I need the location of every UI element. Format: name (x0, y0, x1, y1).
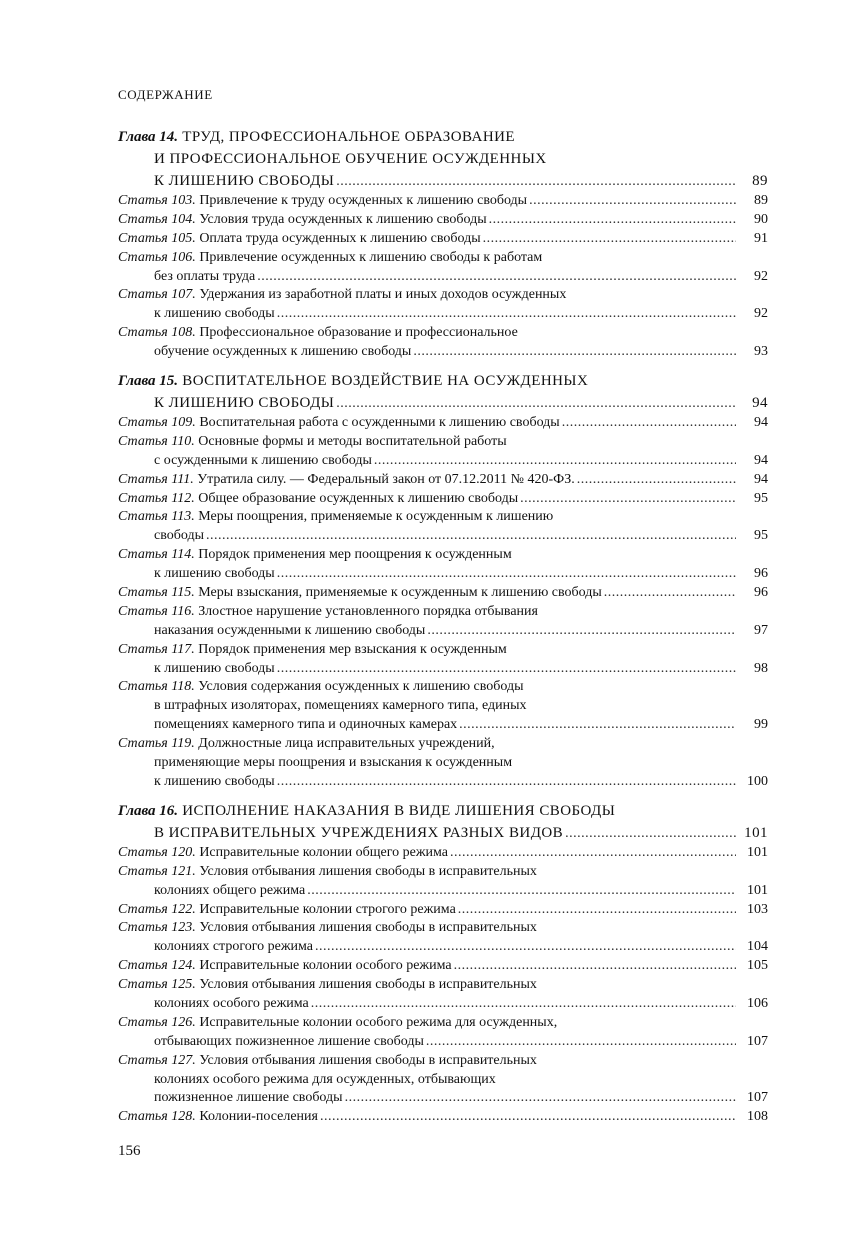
article-entry (118, 844, 768, 863)
chapter-label: Глава 16. (118, 802, 179, 819)
article-line (118, 660, 768, 679)
article-entry (118, 490, 768, 509)
article-text (118, 1015, 557, 1030)
article-title-line: Меры взыскания, применяемые к осужденным к лишению свободы (198, 585, 602, 601)
article-line (118, 433, 768, 452)
article-text (118, 250, 542, 265)
article-title-line: Колонии-поселения (199, 1109, 318, 1125)
article-page-number: 93 (754, 344, 768, 360)
dot-leader (529, 192, 736, 211)
article-page-number: 96 (754, 585, 768, 601)
article-title-line: Исправительные колонии строгого режима (199, 901, 456, 917)
article-label: Статья 107. (118, 287, 196, 303)
article-text (118, 604, 538, 619)
article-line (118, 995, 768, 1014)
article-page-number: 99 (754, 717, 768, 733)
article-line (118, 919, 768, 938)
article-page-number: 103 (747, 901, 768, 917)
article-text (154, 660, 275, 679)
article-line (118, 211, 768, 230)
article-title-line: колониях строгого режима (154, 939, 313, 955)
dot-leader (307, 882, 736, 901)
article-line (118, 546, 768, 565)
article-title-line: Воспитательная работа с осужденными к лишению свободы (199, 415, 560, 431)
article-text (118, 1053, 537, 1068)
article-page-number: 108 (747, 1109, 768, 1125)
article-entry (118, 286, 768, 324)
article-line (118, 490, 768, 509)
article-label: Статья 122. (118, 901, 196, 917)
article-entry (118, 508, 768, 546)
article-page-number: 90 (754, 211, 768, 227)
dot-leader (277, 773, 736, 792)
article-line (118, 957, 768, 976)
article-line (118, 584, 768, 603)
article-label: Статья 117. (118, 641, 195, 657)
article-line (118, 735, 768, 754)
article-title-line: колониях особого режима для осужденных, отбывающих (154, 1071, 496, 1087)
chapter-text (154, 151, 547, 167)
article-label: Статья 111. (118, 471, 194, 487)
article-label: Статья 125. (118, 977, 196, 993)
article-text (154, 882, 305, 901)
chapter-title-line: К ЛИШЕНИЮ СВОБОДЫ (154, 395, 335, 412)
article-label: Статья 126. (118, 1014, 196, 1030)
article-page-number: 95 (754, 528, 768, 544)
article-text (118, 920, 537, 935)
dot-leader (454, 957, 736, 976)
article-title-line: Основные формы и методы воспитательной работы (198, 433, 507, 449)
chapter-page-number: 101 (744, 824, 768, 841)
article-page-number: 92 (754, 306, 768, 322)
article-entry (118, 324, 768, 362)
article-line (118, 678, 768, 697)
chapter-title-line: ТРУД, ПРОФЕССИОНАЛЬНОЕ ОБРАЗОВАНИЕ (182, 129, 516, 145)
article-text (118, 977, 537, 992)
dot-leader (562, 414, 736, 433)
article-line (118, 863, 768, 882)
article-line (118, 324, 768, 343)
article-label: Статья 105. (118, 230, 196, 246)
chapter-line (118, 126, 768, 148)
article-line (118, 844, 768, 863)
article-page-number: 91 (754, 230, 768, 246)
article-entry (118, 957, 768, 976)
page-number: 156 (118, 1143, 141, 1159)
dot-leader (426, 1033, 736, 1052)
article-page-number: 101 (747, 844, 768, 860)
article-title-line: помещениях камерного типа и одиночных камерах (154, 717, 458, 733)
article-text (154, 1089, 343, 1108)
article-line (118, 603, 768, 622)
chapter-line (118, 800, 768, 822)
article-text (118, 230, 481, 249)
article-text (154, 938, 313, 957)
article-label: Статья 115. (118, 585, 195, 601)
dot-leader (336, 393, 736, 415)
article-line (118, 452, 768, 471)
article-label: Статья 108. (118, 325, 196, 341)
article-line (118, 1108, 768, 1127)
article-entry (118, 546, 768, 584)
article-page-number: 94 (754, 471, 768, 487)
article-line (118, 882, 768, 901)
article-text (154, 268, 255, 287)
article-line (118, 716, 768, 735)
article-text (118, 192, 527, 211)
article-text (154, 716, 457, 735)
article-page-number: 105 (747, 958, 768, 974)
article-label: Статья 128. (118, 1109, 196, 1125)
chapter-line (118, 822, 768, 844)
article-label: Статья 121. (118, 863, 196, 879)
article-line (118, 641, 768, 660)
chapter-text (118, 129, 515, 145)
article-text (154, 305, 275, 324)
chapter-line (118, 392, 768, 414)
article-label: Статья 119. (118, 736, 195, 752)
article-line (118, 938, 768, 957)
article-text (118, 736, 495, 751)
article-line (118, 268, 768, 287)
article-title-line: Исправительные колонии особого режима для осужденных, (199, 1014, 558, 1030)
article-line (118, 286, 768, 305)
article-title-line: Условия содержания осужденных к лишению свободы (198, 679, 524, 695)
article-entry (118, 414, 768, 433)
chapter-title-line: В ИСПРАВИТЕЛЬНЫХ УЧРЕЖДЕНИЯХ РАЗНЫХ ВИДОВ (154, 824, 564, 841)
article-page-number: 94 (754, 415, 768, 431)
article-title-line: свободы (154, 528, 204, 544)
article-label: Статья 123. (118, 920, 196, 936)
article-line (118, 1071, 768, 1090)
article-title-line: отбывающих пожизненное лишение свободы (154, 1033, 424, 1049)
article-label: Статья 120. (118, 844, 196, 860)
article-text (118, 471, 575, 490)
dot-leader (257, 268, 736, 287)
chapter-text (118, 373, 588, 389)
article-title-line: колониях общего режима (154, 882, 306, 898)
article-title-line: Исправительные колонии общего режима (199, 844, 448, 860)
article-title-line: к лишению свободы (154, 566, 275, 582)
article-text (118, 490, 518, 509)
dot-leader (577, 471, 736, 490)
article-title-line: Меры поощрения, применяемые к осужденным к лишению (198, 509, 554, 525)
dot-leader (336, 171, 736, 193)
article-line (118, 1089, 768, 1108)
article-line (118, 1033, 768, 1052)
article-page-number: 101 (747, 882, 768, 898)
article-title-line: Условия труда осужденных к лишению свободы (199, 211, 487, 227)
chapter-text (118, 803, 615, 819)
article-text (118, 957, 452, 976)
article-text (118, 325, 518, 340)
article-title-line: колониях особого режима (154, 995, 309, 1011)
chapter-label: Глава 14. (118, 129, 179, 145)
article-text (154, 698, 527, 713)
article-line (118, 192, 768, 211)
article-entry (118, 1108, 768, 1127)
dot-leader (565, 823, 736, 845)
dot-leader (277, 565, 736, 584)
article-text (154, 995, 309, 1014)
article-title-line: пожизненное лишение свободы (154, 1090, 343, 1106)
article-text (154, 527, 204, 546)
dot-leader (458, 901, 736, 920)
article-line (118, 697, 768, 716)
article-line (118, 622, 768, 641)
article-entry (118, 735, 768, 792)
chapter-title-line: ИСПОЛНЕНИЕ НАКАЗАНИЯ В ВИДЕ ЛИШЕНИЯ СВОБОДЫ (182, 802, 616, 819)
article-title-line: с осужденными к лишению свободы (154, 452, 372, 468)
article-page-number: 92 (754, 268, 768, 284)
dot-leader (374, 452, 736, 471)
article-entry (118, 1014, 768, 1052)
article-entry (118, 211, 768, 230)
article-title-line: обучение осужденных к лишению свободы (154, 344, 412, 360)
article-entry (118, 433, 768, 471)
article-entry (118, 249, 768, 287)
article-title-line: к лишению свободы (154, 306, 275, 322)
article-title-line: Условия отбывания лишения свободы в исправительных (199, 920, 537, 936)
dot-leader (520, 490, 736, 509)
article-line (118, 773, 768, 792)
article-title-line: Удержания из заработной платы и иных доходов осужденных (199, 287, 567, 303)
article-text (154, 452, 372, 471)
article-page-number: 100 (747, 773, 768, 789)
article-page-number: 107 (747, 1033, 768, 1049)
article-page-number: 96 (754, 566, 768, 582)
article-line (118, 414, 768, 433)
chapter-section (118, 126, 768, 362)
article-label: Статья 127. (118, 1052, 196, 1068)
dot-leader (489, 211, 736, 230)
chapter-text (154, 822, 563, 844)
article-label: Статья 112. (118, 490, 195, 506)
article-label: Статья 103. (118, 193, 196, 208)
article-title-line: к лишению свободы (154, 660, 275, 676)
article-text (154, 755, 512, 770)
article-line (118, 249, 768, 268)
article-entry (118, 603, 768, 641)
article-line (118, 230, 768, 249)
article-title-line: Должностные лица исправительных учреждений, (198, 736, 495, 752)
article-title-line: Профессиональное образование и профессиональное (199, 325, 518, 341)
dot-leader (345, 1089, 736, 1108)
article-line (118, 527, 768, 546)
article-text (154, 565, 275, 584)
article-text (118, 434, 507, 449)
chapter-title-line: ВОСПИТАТЕЛЬНОЕ ВОЗДЕЙСТВИЕ НА ОСУЖДЕННЫХ (182, 373, 589, 390)
article-text (154, 773, 275, 792)
dot-leader (604, 584, 736, 603)
article-line (118, 1014, 768, 1033)
article-line (118, 565, 768, 584)
article-label: Статья 110. (118, 433, 195, 449)
article-entry (118, 641, 768, 679)
article-label: Статья 118. (118, 679, 195, 695)
article-line (118, 305, 768, 324)
dot-leader (277, 660, 736, 679)
article-line (118, 343, 768, 362)
article-title-line: применяющие меры поощрения и взыскания к осужденным (154, 755, 513, 771)
running-head: СОДЕРЖАНИЕ (118, 87, 213, 102)
article-title-line: Привлечение осужденных к лишению свободы к работам (199, 249, 543, 265)
chapter-section (118, 800, 768, 1127)
article-title-line: Условия отбывания лишения свободы в исправительных (199, 1052, 537, 1068)
article-text (118, 864, 537, 879)
article-title-line: Порядок применения мер взыскания к осужденным (198, 641, 507, 657)
article-title-line: наказания осужденными к лишению свободы (154, 622, 426, 638)
article-title-line: Исправительные колонии особого режима (199, 958, 452, 974)
article-text (118, 679, 524, 694)
chapter-line (118, 148, 768, 170)
dot-leader (483, 230, 736, 249)
article-text (154, 622, 425, 641)
dot-leader (459, 716, 736, 735)
article-text (118, 547, 512, 562)
article-entry (118, 584, 768, 603)
article-entry (118, 471, 768, 490)
article-title-line: Утратила силу. — Федеральный закон от 07.12.2011 № 420-ФЗ. (197, 471, 575, 487)
chapter-text (154, 392, 334, 414)
article-label: Статья 124. (118, 958, 196, 974)
article-title-line: Условия отбывания лишения свободы в исправительных (199, 977, 537, 993)
dot-leader (320, 1108, 736, 1127)
table-of-contents (118, 126, 768, 1135)
chapter-title-line: И ПРОФЕССИОНАЛЬНОЕ ОБУЧЕНИЕ ОСУЖДЕННЫХ (154, 151, 547, 167)
article-entry (118, 230, 768, 249)
article-entry (118, 901, 768, 920)
article-page-number: 104 (747, 939, 768, 955)
article-text (118, 584, 602, 603)
article-page-number: 107 (747, 1090, 768, 1106)
chapter-text (154, 170, 334, 192)
dot-leader (311, 995, 736, 1014)
article-line (118, 901, 768, 920)
article-title-line: без оплаты труда (154, 268, 256, 284)
article-page-number: 98 (754, 660, 768, 676)
article-text (154, 1033, 424, 1052)
article-title-line: в штрафных изоляторах, помещениях камерного типа, единых (154, 698, 527, 714)
article-label: Статья 109. (118, 415, 196, 431)
article-text (154, 343, 411, 362)
article-text (118, 414, 560, 433)
article-page-number: 95 (754, 490, 768, 506)
article-line (118, 1052, 768, 1071)
article-title-line: Порядок применения мер поощрения к осужденным (198, 547, 512, 563)
article-text (118, 287, 566, 302)
article-text (118, 1108, 318, 1127)
chapter-line (118, 170, 768, 192)
chapter-page-number: 89 (752, 173, 768, 189)
article-line (118, 508, 768, 527)
article-text (154, 1072, 496, 1087)
article-label: Статья 114. (118, 547, 195, 563)
article-text (118, 509, 553, 524)
article-label: Статья 116. (118, 603, 195, 619)
dot-leader (427, 622, 736, 641)
dot-leader (450, 844, 736, 863)
article-label: Статья 106. (118, 249, 196, 265)
article-entry (118, 863, 768, 901)
chapter-page-number: 94 (752, 395, 768, 412)
article-line (118, 754, 768, 773)
chapter-title-line: К ЛИШЕНИЮ СВОБОДЫ (154, 173, 335, 189)
chapter-line (118, 370, 768, 392)
article-entry (118, 678, 768, 735)
article-text (118, 211, 487, 230)
article-entry (118, 919, 768, 957)
dot-leader (206, 527, 736, 546)
article-title-line: Условия отбывания лишения свободы в исправительных (199, 863, 537, 879)
article-entry (118, 192, 768, 211)
article-line (118, 471, 768, 490)
article-title-line: к лишению свободы (154, 773, 275, 789)
article-text (118, 844, 448, 863)
article-entry (118, 1052, 768, 1109)
dot-leader (315, 938, 736, 957)
article-text (118, 642, 507, 657)
article-label: Статья 104. (118, 211, 196, 227)
article-page-number: 89 (754, 193, 768, 208)
article-page-number: 97 (754, 622, 768, 638)
article-page-number: 106 (747, 995, 768, 1011)
dot-leader (413, 343, 736, 362)
article-title-line: Общее образование осужденных к лишению свободы (198, 490, 519, 506)
article-title-line: Злостное нарушение установленного порядка отбывания (198, 603, 538, 619)
chapter-section (118, 370, 768, 792)
article-entry (118, 976, 768, 1014)
dot-leader (277, 305, 736, 324)
article-label: Статья 113. (118, 509, 195, 525)
chapter-label: Глава 15. (118, 373, 179, 390)
article-title-line: Оплата труда осужденных к лишению свободы (199, 230, 481, 246)
article-title-line: Привлечение к труду осужденных к лишению свободы (199, 193, 528, 208)
article-text (118, 901, 456, 920)
article-line (118, 976, 768, 995)
article-page-number: 94 (754, 452, 768, 468)
